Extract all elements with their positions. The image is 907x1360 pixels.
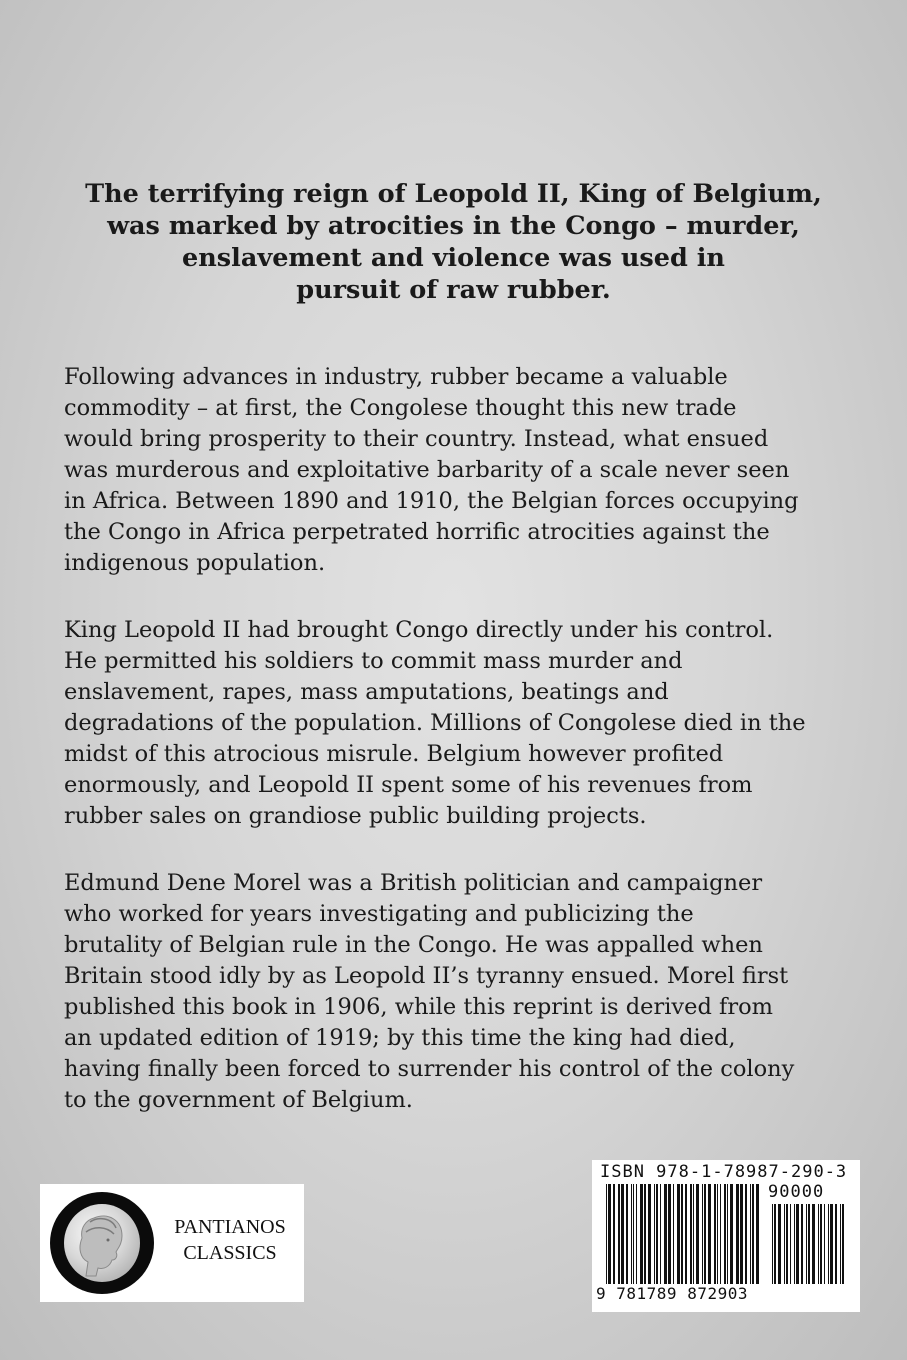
barcode-bar: [717, 1184, 718, 1284]
barcode-bar: [750, 1184, 751, 1284]
text-line: Edmund Dene Morel was a British politician and campaigner: [64, 870, 763, 896]
barcode-bar: [790, 1204, 791, 1284]
isbn-label: ISBN 978-1-78987-290-3: [600, 1162, 848, 1182]
paragraph-2: [64, 615, 854, 832]
ean-digits: 9 781789 872903: [596, 1284, 748, 1303]
text-line: in Africa. Between 1890 and 1910, the Belgian forces occupying: [64, 488, 799, 514]
paragraph-3: [64, 868, 854, 1116]
barcode-bar: [745, 1184, 747, 1284]
barcode-bar: [820, 1204, 822, 1284]
text-line: would bring prosperity to their country. Instead, what ensued: [64, 426, 769, 452]
barcode-bar: [720, 1184, 721, 1284]
barcode-bar: [808, 1204, 810, 1284]
text-line: brutality of Belgian rule in the Congo. He was appalled when: [64, 932, 763, 958]
publisher-name-line2: CLASSICS: [183, 1242, 277, 1264]
paragraph-1: [64, 362, 854, 579]
barcode-bar: [640, 1184, 643, 1284]
barcode-bar: [830, 1204, 833, 1284]
barcode-bar: [812, 1204, 815, 1284]
barcode-bar: [752, 1184, 754, 1284]
barcode-bar: [786, 1204, 788, 1284]
barcode-bar: [727, 1184, 728, 1284]
barcode-bar: [730, 1184, 733, 1284]
barcode-bar: [677, 1184, 680, 1284]
barcode-bar: [708, 1184, 711, 1284]
barcode-bar: [654, 1184, 655, 1284]
barcode-bar: [636, 1184, 637, 1284]
barcode-bar: [756, 1184, 759, 1284]
barcode-bar: [618, 1184, 620, 1284]
publisher-name: [162, 1214, 298, 1266]
barcode-bar: [633, 1184, 634, 1284]
barcode-bar: [690, 1184, 692, 1284]
barcode-bar: [613, 1184, 615, 1284]
barcode-bar: [774, 1204, 776, 1284]
barcode-bar: [828, 1204, 829, 1284]
coin-portrait-icon: [50, 1192, 154, 1294]
barcode-bar: [673, 1184, 674, 1284]
text-line: to the government of Belgium.: [64, 1087, 413, 1113]
barcode-bar: [693, 1184, 694, 1284]
text-line: Britain stood idly by as Leopold II’s tyranny ensued. Morel first: [64, 963, 789, 989]
barcode-bar: [696, 1184, 699, 1284]
barcode-bar: [784, 1204, 785, 1284]
head-profile-icon: [64, 1204, 140, 1282]
barcode-bar: [648, 1184, 651, 1284]
text-line: an updated edition of 1919; by this time the king had died,: [64, 1025, 736, 1051]
barcode-bar: [736, 1184, 739, 1284]
barcode-bar: [840, 1204, 841, 1284]
barcode-bar: [740, 1184, 743, 1284]
tagline-line: was marked by atrocities in the Congo – murder,: [107, 211, 800, 241]
supplement-bars: [772, 1204, 848, 1284]
barcode-bar: [608, 1184, 611, 1284]
text-line: Following advances in industry, rubber became a valuable: [64, 364, 728, 390]
barcode-bar: [606, 1184, 607, 1284]
tagline-line: The terrifying reign of Leopold II, King of Belgium,: [85, 179, 822, 209]
barcode-bar: [772, 1204, 773, 1284]
text-line: He permitted his soldiers to commit mass murder and: [64, 648, 683, 674]
barcode-bar: [824, 1204, 825, 1284]
barcode-bar: [681, 1184, 683, 1284]
text-line: rubber sales on grandiose public building projects.: [64, 803, 647, 829]
text-line: published this book in 1906, while this reprint is derived from: [64, 994, 773, 1020]
text-line: King Leopold II had brought Congo directly under his control.: [64, 617, 774, 643]
publisher-logo: [40, 1184, 304, 1302]
barcode-bar: [644, 1184, 646, 1284]
barcode-bar: [702, 1184, 703, 1284]
text-line: midst of this atrocious misrule. Belgium however profited: [64, 741, 724, 767]
barcode-bar: [704, 1184, 706, 1284]
text-line: indigenous population.: [64, 550, 326, 576]
barcode-bar: [801, 1204, 803, 1284]
tagline-line: pursuit of raw rubber.: [296, 275, 611, 305]
barcode-bar: [626, 1184, 628, 1284]
barcode-bar: [796, 1204, 799, 1284]
barcode-bar: [778, 1204, 781, 1284]
text-line: was murderous and exploitative barbarity of a scale never seen: [64, 457, 790, 483]
barcode-bar: [664, 1184, 667, 1284]
barcode-bar: [621, 1184, 624, 1284]
tagline: [60, 178, 847, 306]
barcode-bar: [660, 1184, 661, 1284]
tagline-line: enslavement and violence was used in: [182, 243, 725, 273]
coin-face: [64, 1204, 140, 1282]
text-line: commodity – at first, the Congolese thought this new trade: [64, 395, 737, 421]
text-line: degradations of the population. Millions of Congolese died in the: [64, 710, 806, 736]
barcode-bar: [685, 1184, 687, 1284]
price-code: 90000: [768, 1182, 825, 1202]
barcode-bar: [668, 1184, 671, 1284]
barcode-bar: [835, 1204, 837, 1284]
text-line: the Congo in Africa perpetrated horrific atrocities against the: [64, 519, 770, 545]
text-line: enormously, and Leopold II spent some of his revenues from: [64, 772, 753, 798]
text-line: enslavement, rapes, mass amputations, beatings and: [64, 679, 669, 705]
barcode-bar: [818, 1204, 819, 1284]
barcode-bar: [842, 1204, 844, 1284]
barcode-bar: [714, 1184, 716, 1284]
text-line: who worked for years investigating and publicizing the: [64, 901, 694, 927]
barcode-bar: [631, 1184, 632, 1284]
barcode-bar: [656, 1184, 658, 1284]
barcode-bar: [724, 1184, 726, 1284]
barcode-bar: [794, 1204, 795, 1284]
barcode-bar: [806, 1204, 807, 1284]
isbn-barcode: [592, 1160, 860, 1312]
text-line: having finally been forced to surrender his control of the colony: [64, 1056, 795, 1082]
publisher-name-line1: PANTIANOS: [174, 1216, 286, 1238]
ean13-bars: [606, 1184, 762, 1284]
